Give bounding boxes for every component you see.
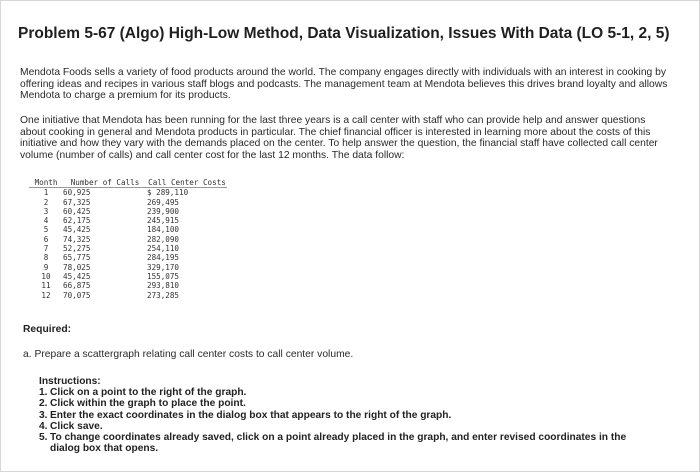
part-a-text: a. Prepare a scattergraph relating call center costs to call center volume. xyxy=(23,349,354,360)
table-row: 6 74,325 282,090 xyxy=(43,234,180,244)
table-row: 12 70,075 273,285 xyxy=(41,290,180,300)
intro-paragraph: Mendota Foods sells a variety of food products around the world. The company engages directly with individuals with an interest in cooking by offering ideas and recipes in various staff blogs and podcasts. The management team at Mendota believes this drives brand loyalty and allows Mendota to charge a premium for its products. xyxy=(20,67,668,102)
data-table xyxy=(29,178,227,300)
table-row: 4 62,175 245,915 xyxy=(43,216,180,226)
instructions-block xyxy=(39,376,626,454)
problem-title: Problem 5-67 (Algo) High-Low Method, Data Visualization, Issues With Data (LO 5-1, 2, 5) xyxy=(18,25,670,42)
instruction-step: 4. Click save. xyxy=(39,420,103,432)
instruction-step: 1. Click on a point to the right of the graph. xyxy=(39,387,247,399)
table-row: 8 65,775 284,195 xyxy=(43,253,180,263)
table-row: 1 60,925 $ 289,110 xyxy=(43,188,189,198)
table-row: 11 66,875 293,810 xyxy=(41,281,180,291)
table-row: 3 60,425 239,900 xyxy=(43,206,180,216)
table-header-row xyxy=(29,178,227,188)
instruction-step: 3. Enter the exact coordinates in the dialog box that appears to the right of the graph. xyxy=(39,409,452,421)
header-calls: Number of Calls xyxy=(63,178,147,188)
table-row: 5 45,425 184,100 xyxy=(43,225,180,235)
required-heading: Required: xyxy=(23,324,72,335)
table-row: 9 78,025 329,170 xyxy=(43,262,180,272)
header-month: Month xyxy=(29,178,63,188)
header-costs: Call Center Costs xyxy=(148,178,226,187)
table-row: 10 45,425 155,075 xyxy=(41,271,180,281)
table-row: 7 52,275 254,110 xyxy=(43,244,180,254)
instruction-step: 5. To change coordinates already saved, click on a point already placed in the graph, and enter revised coordinates in the dialog box that opens. xyxy=(39,432,627,455)
initiative-paragraph: One initiative that Mendota has been running for the last three years is a call center with staff who can provide help and answer questions about cooking in general and Mendota products in particular. The chief financial officer is interested in learning more about the costs of this initiative and how they vary with the demands placed on the center. To help answer the question, the financial staff have collected call center volume (number of calls) and call center cost for the last 12 months. The data follow: xyxy=(20,115,658,161)
table-row: 2 67,325 269,495 xyxy=(43,197,180,207)
instructions-list xyxy=(39,387,626,454)
instructions-heading: Instructions: xyxy=(39,376,101,387)
instruction-step: 2. Click within the graph to place the point. xyxy=(39,398,246,410)
